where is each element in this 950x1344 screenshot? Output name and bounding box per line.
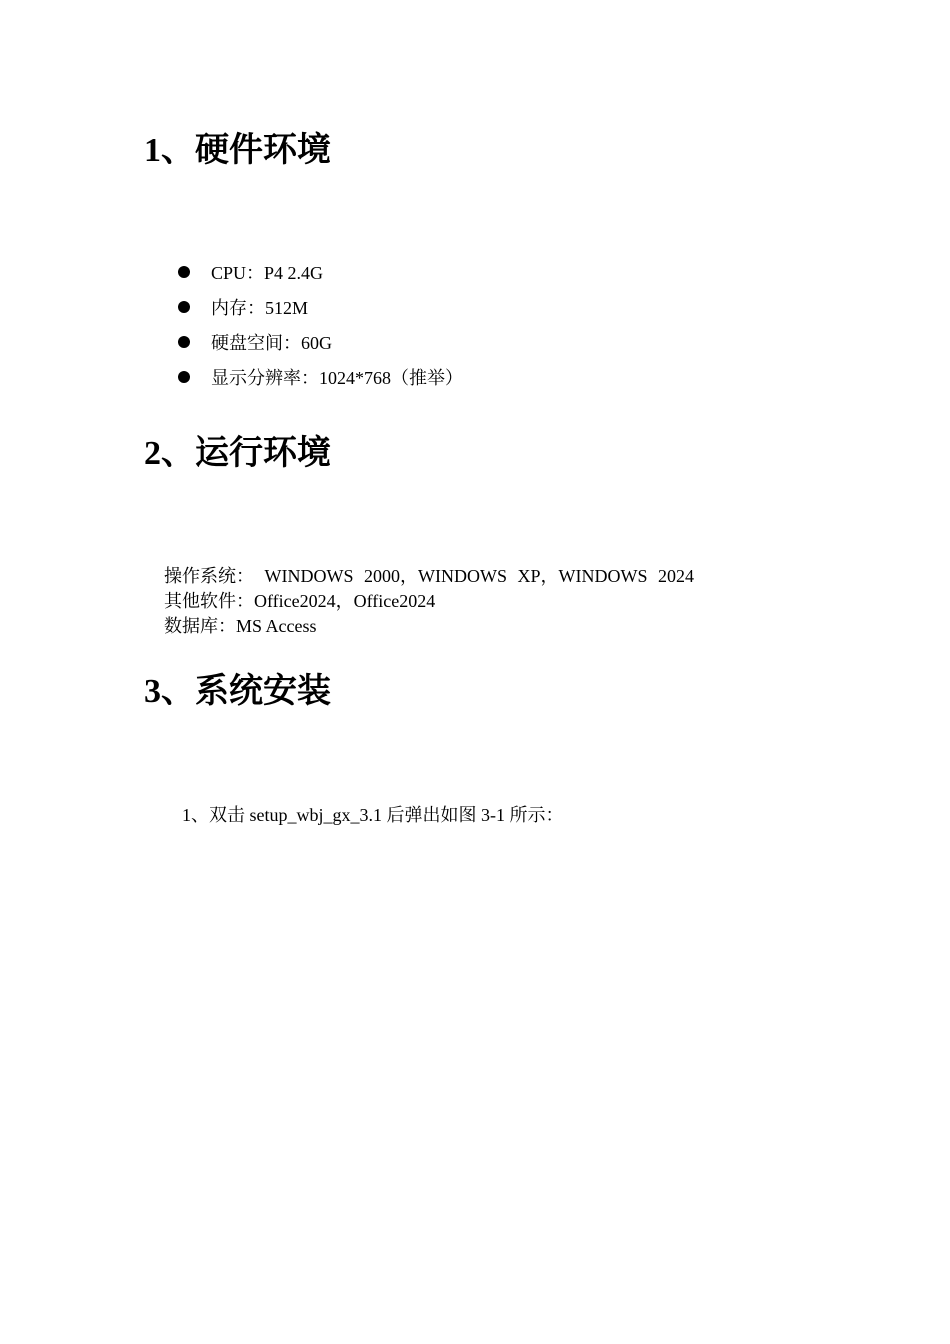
list-item-text: 显示分辨率：1024*768（推举） (211, 368, 463, 388)
bullet-icon (178, 336, 190, 348)
bullet-icon (178, 266, 190, 278)
section-heading-hardware: 1、硬件环境 (144, 132, 331, 169)
section-heading-install: 3、系统安装 (144, 673, 331, 710)
section-heading-runtime: 2、运行环境 (144, 435, 331, 472)
list-item-text: 内存：512M (211, 298, 309, 318)
software-line: 其他软件：Office2024，Office2024 (164, 591, 436, 611)
bullet-icon (178, 301, 190, 313)
runtime-info (164, 564, 694, 639)
bullet-icon (178, 371, 190, 383)
list-item-text: 硬盘空间：60G (211, 333, 332, 353)
database-line: 数据库：MS Access (164, 616, 317, 636)
install-step-1: 1、双击 setup_wbj_gx_3.1 后弹出如图 3-1 所示： (182, 805, 564, 825)
list-item-text: CPU：P4 2.4G (211, 263, 324, 283)
os-line: 操作系统： WINDOWS 2000，WINDOWS XP，WINDOWS 2024 (164, 566, 694, 586)
